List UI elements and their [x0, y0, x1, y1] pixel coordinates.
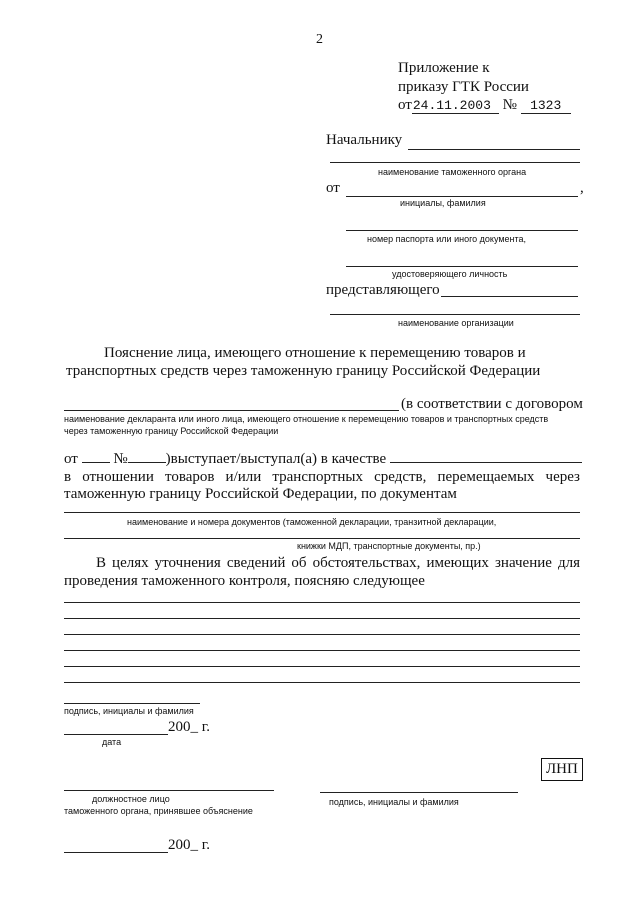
purpose-line-1: В целях уточнения сведений об обстоятельствах, имеющих значение для: [96, 555, 580, 571]
declarant-field-line: [64, 410, 399, 411]
order-date: 24.11.2003: [412, 98, 499, 114]
documents-field-line-2: [64, 538, 580, 539]
title-line-1: Пояснение лица, имеющего отношение к перемещению товаров и: [104, 345, 526, 361]
contract-from-label: от: [64, 451, 78, 467]
order-number: 1323: [521, 98, 571, 114]
purpose-line-2: проведения таможенного контроля, поясняю следующее: [64, 573, 425, 589]
from-label: от: [326, 180, 340, 196]
to-label: Начальнику: [326, 132, 403, 148]
passport-field-line: [346, 230, 578, 231]
initials-caption: инициалы, фамилия: [400, 198, 486, 208]
contract-date-field: [82, 462, 110, 463]
official-signature-caption: подпись, инициалы и фамилия: [329, 797, 459, 807]
declarant-caption-1: наименование декларанта или иного лица, имеющего отношение к перемещению товаров и транспортных средств: [64, 414, 549, 424]
capacity-field: [390, 462, 582, 463]
from-field-line: [346, 196, 578, 197]
contract-number-field: [128, 462, 166, 463]
goods-line: в отношении товаров и/или транспортных средств, перемещаемых через: [64, 469, 580, 485]
documents-field-line: [64, 512, 580, 513]
number-prefix: №: [502, 97, 517, 113]
order-date-line: [398, 97, 571, 114]
official-field-line: [64, 790, 274, 791]
official-caption-1: должностное лицо: [92, 794, 170, 804]
customs-caption: наименование таможенного органа: [378, 167, 527, 177]
border-line: таможенную границу Российской Федерации, по документам: [64, 486, 457, 502]
explanation-line-6: [64, 682, 580, 683]
representing-field-line: [441, 296, 578, 297]
from-comma: ,: [580, 180, 584, 196]
explanation-line-4: [64, 650, 580, 651]
official-signature-line: [320, 792, 518, 793]
signature-caption: подпись, инициалы и фамилия: [64, 706, 194, 716]
explanation-line-5: [64, 666, 580, 667]
identity-caption: удостоверяющего личность: [392, 269, 508, 279]
date-prefix: от: [398, 97, 412, 113]
order-label: приказу ГТК России: [398, 79, 529, 95]
year-text: 200_ г.: [168, 719, 210, 735]
acceptance-date-line: [64, 852, 168, 853]
appendix-label: Приложение к: [398, 60, 490, 76]
representing-label: представляющего: [326, 282, 440, 298]
customs-field-line: [330, 162, 580, 163]
explanation-line-2: [64, 618, 580, 619]
official-caption-2: таможенного органа, принявшее объяснение: [64, 806, 253, 816]
year-text-2: 200_ г.: [168, 837, 210, 853]
explanation-line-3: [64, 634, 580, 635]
contract-text: (в соответствии с договором: [401, 396, 583, 412]
organization-field-line: [330, 314, 580, 315]
date-caption: дата: [102, 737, 122, 747]
stamp-box: ЛНП: [541, 758, 583, 781]
page-number: 2: [316, 32, 323, 47]
acts-text: )выступает/выступал(а) в качестве: [165, 451, 387, 467]
contract-number-label: №: [113, 451, 128, 467]
contract-line: [64, 451, 582, 468]
title-line-2: транспортных средств через таможенную границу Российской Федерации: [66, 363, 541, 379]
declarant-caption-2: через таможенную границу Российской Федерации: [64, 426, 279, 436]
explanation-line-1: [64, 602, 580, 603]
date-field-line: [64, 734, 168, 735]
documents-caption-2: книжки МДП, транспортные документы, пр.): [297, 541, 481, 551]
to-field-line: [408, 149, 580, 150]
passport-caption: номер паспорта или иного документа,: [367, 234, 527, 244]
identity-field-line: [346, 266, 578, 267]
organization-caption: наименование организации: [398, 318, 514, 328]
documents-caption-1: наименование и номера документов (таможенной декларации, транзитной декларации,: [127, 517, 497, 527]
signature-field-line: [64, 703, 200, 704]
